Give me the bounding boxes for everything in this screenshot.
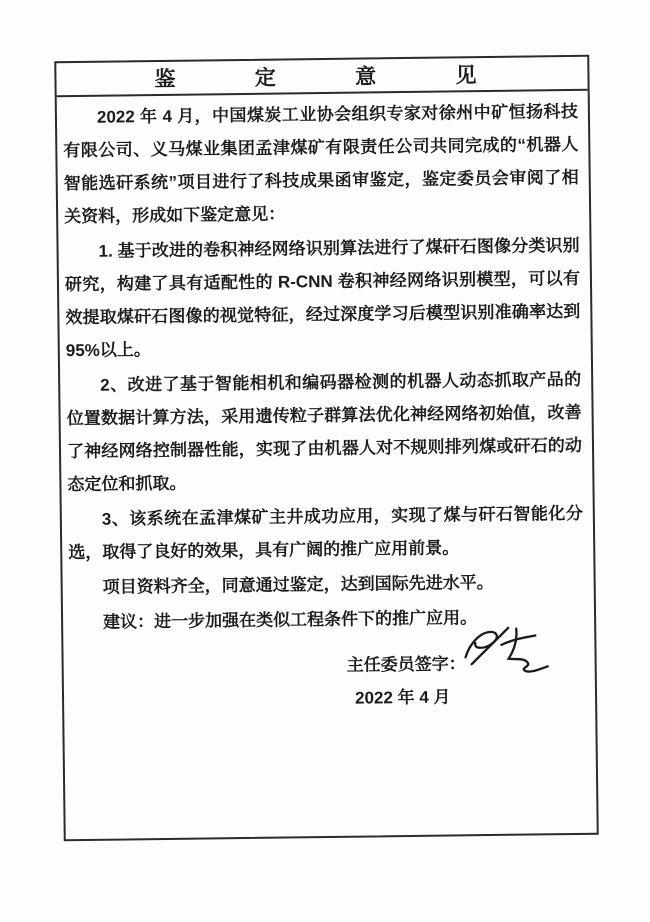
opinion-item-3: 3、该系统在孟津煤矿主井成功应用，实现了煤与矸石智能化分选，取得了良好的效果，具有广阔的推广应用前景。 xyxy=(68,503,583,563)
opinion-body xyxy=(57,91,595,639)
signature-date: 2022 年 4 月 xyxy=(354,687,451,708)
conclusion-paragraph: 项目资料齐全，同意通过鉴定，达到国际先进水平。 xyxy=(102,572,494,597)
opinion-item-1: 1. 基于改进的卷积神经网络识别算法进行了煤矸石图像分类识别研究，构建了具有适配性的 R-CNN 卷积神经网络识别模型，可以有效提取煤矸石图像的视觉特征，经过深度学习后模型识别准确率达到 95%以上。 xyxy=(64,235,581,361)
signature-scribble xyxy=(457,615,558,674)
title-char: 意 xyxy=(354,65,377,89)
page-title xyxy=(154,59,476,93)
appraisal-opinion-table xyxy=(54,55,598,841)
title-char: 定 xyxy=(254,66,276,90)
opinion-item-2: 2、改进了基于智能相机和编码器检测的机器人动态抓取产品的位置数据计算方法，采用遗传粒子群算法优化神经网络初始值，改善了神经网络控制器性能，实现了由机器人对不规则排列煤或矸石的动态定位和抓取。 xyxy=(66,369,583,495)
title-char: 见 xyxy=(455,64,477,88)
intro-paragraph: 2022 年 4 月，中国煤炭工业协会组织专家对徐州中矿恒扬科技有限公司、义马煤业集团孟津煤矿有限责任公司共同完成的“机器人智能选矸系统”项目进行了科技成果函审鉴定，鉴定委员会审阅了相关资料，形成如下鉴定意见： xyxy=(63,101,579,227)
title-char: 鉴 xyxy=(154,67,176,92)
suggestion-paragraph: 建议：进一步加强在类似工程条件下的推广应用。 xyxy=(102,608,478,632)
signature-label: 主任委员签字： xyxy=(346,654,466,675)
